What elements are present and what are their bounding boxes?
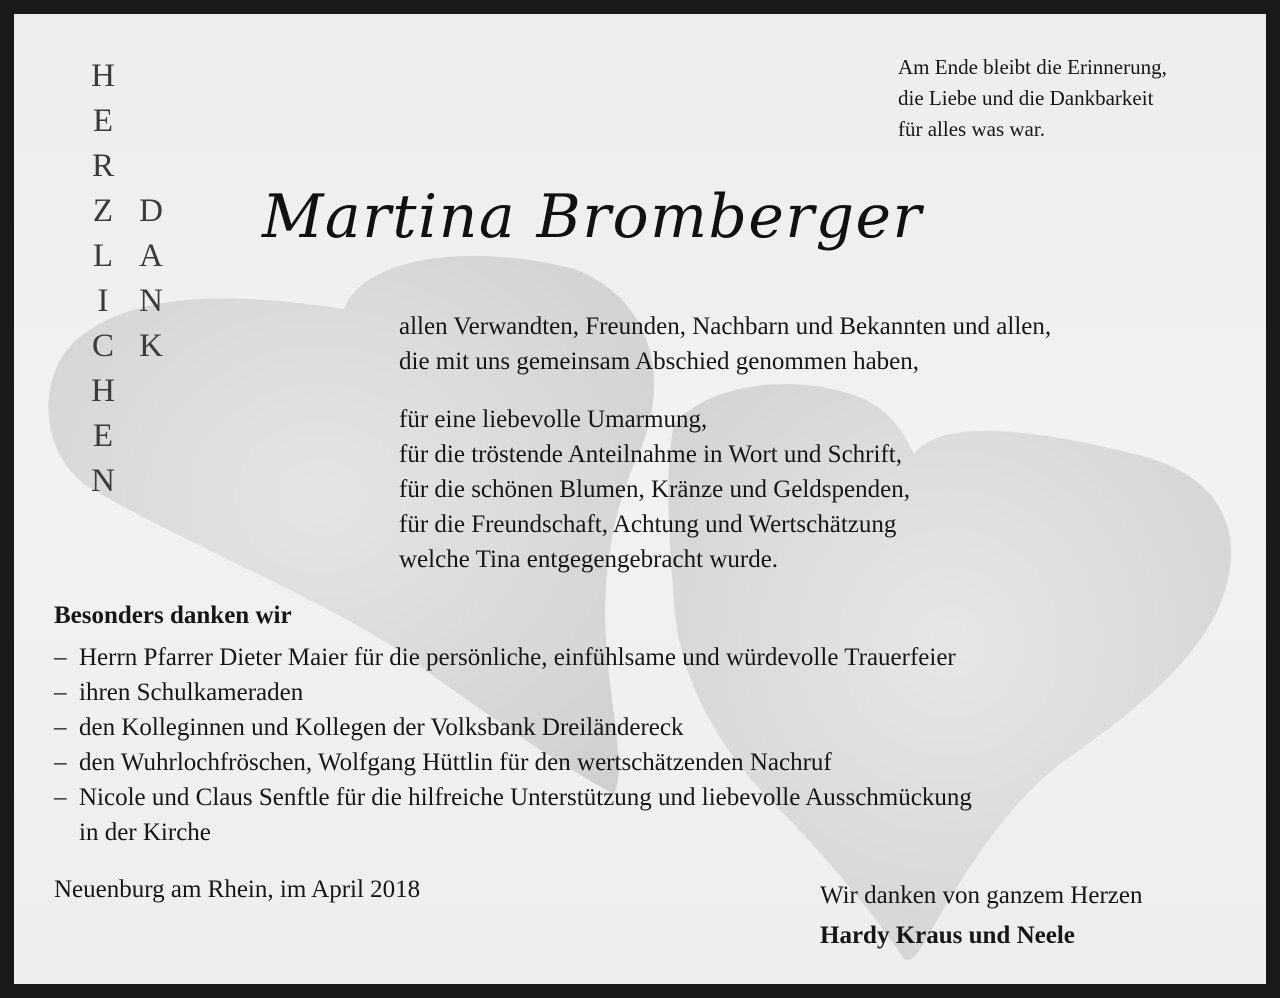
obituary-card (14, 14, 1266, 984)
list-item (54, 640, 972, 675)
intro-paragraph (399, 309, 1051, 379)
reason-line: für die schönen Blumen, Kränze und Geldspenden, (399, 476, 910, 503)
intro-line: die mit uns gemeinsam Abschied genommen haben, (399, 348, 920, 375)
letter: C (91, 328, 114, 364)
list-item-text: den Wuhrlochfröschen, Wolfgang Hüttlin für den wertschätzenden Nachruf (79, 749, 832, 776)
reason-line: für eine liebevolle Umarmung, (399, 406, 708, 433)
list-item-text: Herrn Pfarrer Dieter Maier für die persönliche, einfühlsame und würdevolle Trauerfeier (79, 644, 956, 671)
closing-text: Wir danken von ganzem Herzen (820, 882, 1143, 909)
dash-bullet: – (54, 644, 67, 671)
dash-bullet: – (54, 784, 67, 811)
letter: R (91, 148, 114, 184)
list-item (54, 675, 972, 710)
reasons-paragraph (399, 402, 910, 577)
deceased-name: Martina Bromberger (262, 182, 923, 252)
motto-line: die Liebe und die Dankbarkeit (898, 86, 1154, 110)
motto-quote (898, 52, 1167, 145)
letter: H (91, 58, 115, 94)
list-item-text: den Kolleginnen und Kollegen der Volksbank Dreiländereck (79, 714, 684, 741)
reason-line: für die Freundschaft, Achtung und Wertschätzung (399, 511, 897, 538)
letter: Z (92, 193, 114, 229)
signature: Hardy Kraus und Neele (820, 922, 1075, 949)
list-item (54, 780, 972, 815)
letter: L (92, 238, 114, 274)
letter: E (92, 103, 114, 139)
special-thanks-heading: Besonders danken wir (54, 602, 292, 629)
letter: N (91, 463, 115, 499)
dash-bullet: – (54, 749, 67, 776)
letter: E (92, 418, 114, 454)
letter: A (139, 238, 163, 274)
vertical-word-dank (134, 189, 168, 369)
dash-bullet: – (54, 714, 67, 741)
dash-bullet: – (54, 679, 67, 706)
letter: N (139, 283, 163, 319)
list-item-text: ihren Schulkameraden (79, 679, 304, 706)
vertical-word-herzlichen (86, 54, 120, 504)
letter: D (139, 193, 163, 229)
place-and-date: Neuenburg am Rhein, im April 2018 (54, 876, 421, 903)
list-item-text: Nicole und Claus Senftle für die hilfreiche Unterstützung und liebevolle Ausschmückung (79, 784, 972, 811)
reason-line: welche Tina entgegengebracht wurde. (399, 546, 779, 573)
letter: K (139, 328, 163, 364)
closing-block (820, 876, 1142, 956)
list-item (54, 710, 972, 745)
special-thanks-list (54, 640, 972, 850)
motto-line: für alles was war. (898, 117, 1045, 141)
motto-line: Am Ende bleibt die Erinnerung, (898, 55, 1167, 79)
letter: H (91, 373, 115, 409)
reason-line: für die tröstende Anteilnahme in Wort und Schrift, (399, 441, 902, 468)
intro-line: allen Verwandten, Freunden, Nachbarn und Bekannten und allen, (399, 313, 1052, 340)
list-item (54, 745, 972, 780)
list-item-continuation: in der Kirche (79, 819, 211, 846)
letter: I (97, 283, 109, 319)
